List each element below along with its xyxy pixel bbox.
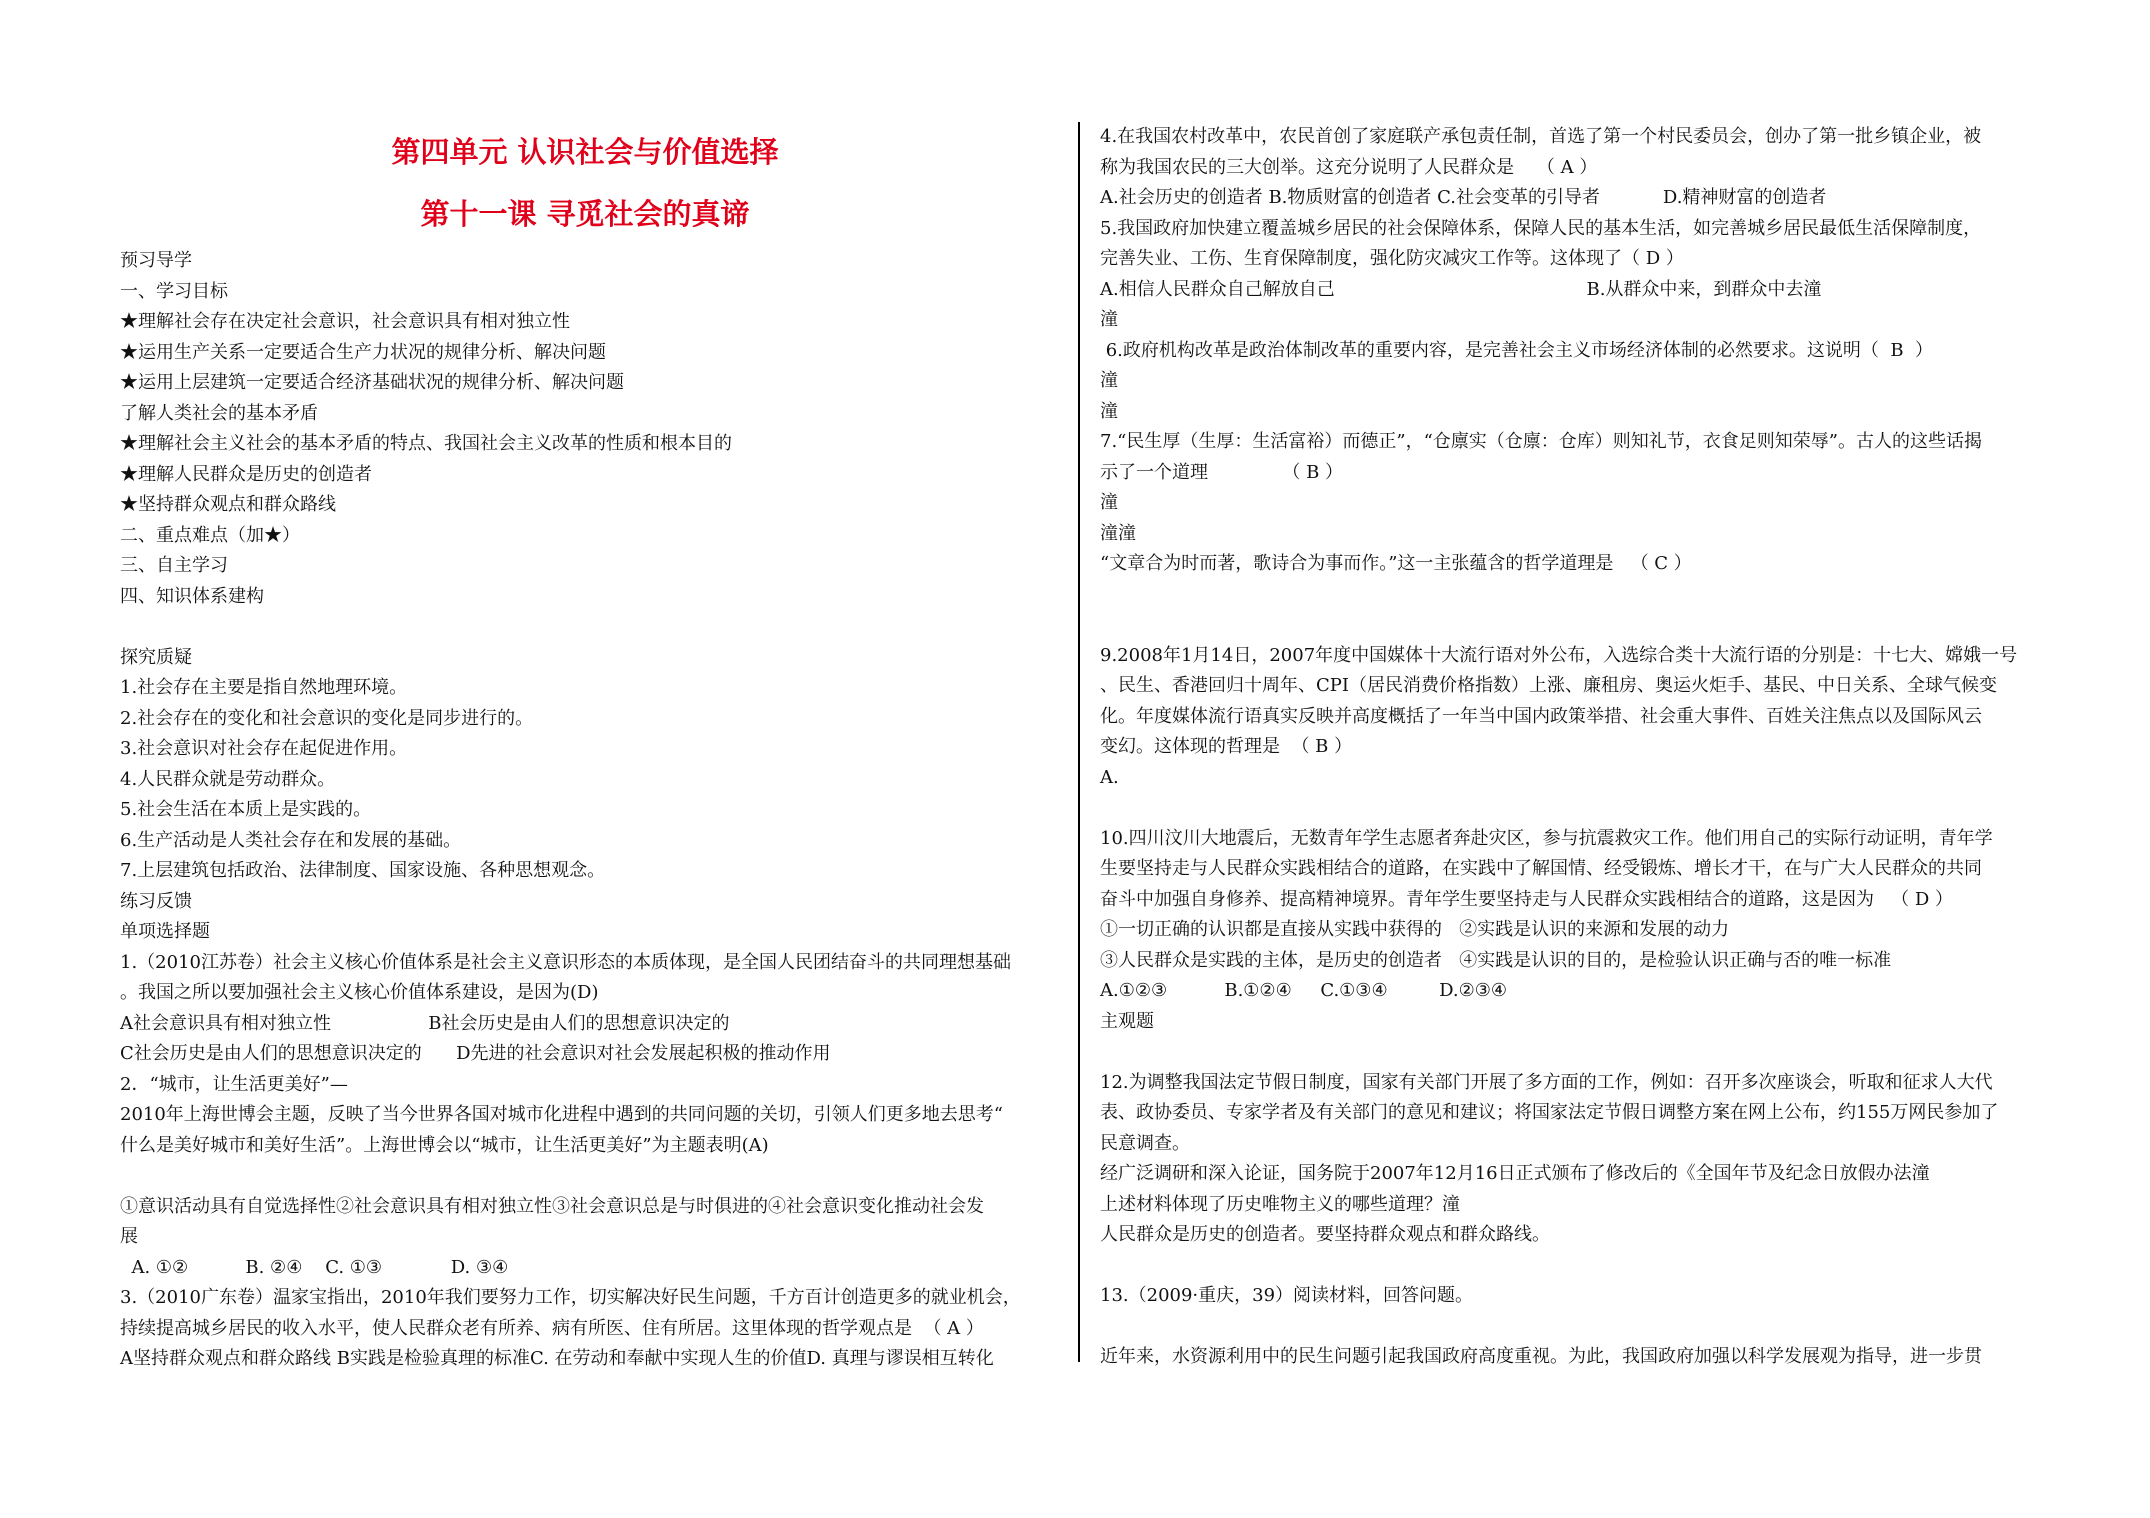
text-line: 5.我国政府加快建立覆盖城乡居民的社会保障体系，保障人民的基本生活，如完善城乡居民最低生活保障制度，	[1100, 217, 1982, 239]
blank-line	[120, 612, 1050, 643]
text-line: 化。年度媒体流行语真实反映并高度概括了一年当中国内政策举措、社会重大事件、百姓关注焦点以及国际风云	[1100, 705, 1982, 727]
text-line: 奋斗中加强自身修养、提高精神境界。青年学生要坚持走与人民群众实践相结合的道路，这是因为 （ D ）	[1100, 888, 1954, 910]
text-line: 12.为调整我国法定节假日制度，国家有关部门开展了多方面的工作，例如：召开多次座谈会，听取和征求人大代	[1100, 1071, 1993, 1093]
left-column	[120, 122, 1050, 1375]
right-column	[1100, 122, 2040, 1373]
text-line: 民意调查。	[1100, 1132, 1190, 1154]
text-line: 练习反馈	[120, 890, 192, 912]
text-line: A. ①② B. ②④ C. ①③ D. ③④	[120, 1256, 509, 1278]
text-line: 展	[120, 1226, 138, 1247]
text-line: 1.社会存在主要是指自然地理环境。	[120, 677, 408, 698]
text-line: A社会意识具有相对独立性 B社会历史是由人们的思想意识决定的	[120, 1012, 730, 1034]
text-line: 主观题	[1100, 1010, 1154, 1032]
text-line: ①意识活动具有自觉选择性②社会意识具有相对独立性③社会意识总是与时俱进的④社会意识变化推动社会发	[120, 1195, 984, 1217]
lesson-title: 第十一课 寻觅社会的真谛	[420, 197, 750, 231]
text-line: ★理解人民群众是历史的创造者	[120, 463, 372, 485]
text-line: 7.上层建筑包括政治、法律制度、国家设施、各种思想观念。	[120, 860, 606, 881]
text-line: 5.社会生活在本质上是实践的。	[120, 799, 372, 820]
text-line: ★理解社会存在决定社会意识，社会意识具有相对独立性	[120, 311, 570, 332]
text-line: 生要坚持走与人民群众实践相结合的道路，在实践中了解国情、经受锻炼、增长才干，在与广大人民群众的共同	[1100, 858, 1982, 879]
text-line: 近年来，水资源利用中的民生问题引起我国政府高度重视。为此，我国政府加强以科学发展观为指导，进一步贯	[1100, 1346, 1982, 1367]
text-line: 什么是美好城市和美好生活”。上海世博会以“城市，让生活更美好”为主题表明(A)	[120, 1134, 769, 1156]
text-line: A.①②③ B.①②④ C.①③④ D.②③④	[1100, 980, 1507, 1001]
text-line: 人民群众是历史的创造者。要坚持群众观点和群众路线。	[1100, 1224, 1550, 1245]
text-line: 了解人类社会的基本矛盾	[120, 402, 318, 424]
text-line: 完善失业、工伤、生育保障制度，强化防灾减灾工作等。这体现了（ D ）	[1100, 248, 1684, 269]
text-line: “文章合为时而著，歌诗合为事而作。”这一主张蕴含的哲学道理是 （ C ）	[1100, 553, 1692, 574]
text-line: 潼	[1100, 370, 1118, 391]
text-line: 3.（2010广东卷）温家宝指出，2010年我们要努力工作，切实解决好民生问题，千方百计创造更多的就业机会，	[120, 1287, 1021, 1308]
blank-line	[1100, 1251, 2040, 1282]
text-line: 2010年上海世博会主题，反映了当今世界各国对城市化进程中遇到的共同问题的关切，引领人们更多地去思考“	[120, 1104, 1004, 1125]
blank-line	[1100, 1037, 2040, 1068]
text-line: A.	[1100, 766, 1119, 788]
text-line: 变幻。这体现的哲理是 （ B ）	[1100, 736, 1353, 757]
text-line: 称为我国农民的三大创举。这充分说明了人民群众是 （ A ）	[1100, 156, 1598, 178]
text-line: 单项选择题	[120, 921, 210, 942]
right-column-body	[1100, 122, 2040, 1373]
column-divider	[1078, 122, 1080, 1362]
blank-line	[1100, 580, 2040, 611]
text-line: 四、知识体系建构	[120, 585, 264, 607]
text-line: 一、学习目标	[120, 280, 228, 302]
blank-line	[120, 1161, 1050, 1192]
text-line: 2.社会存在的变化和社会意识的变化是同步进行的。	[120, 707, 534, 729]
text-line: 1.（2010江苏卷）社会主义核心价值体系是社会主义意识形态的本质体现，是全国人民团结奋斗的共同理想基础	[120, 951, 1011, 973]
text-line: 潼	[1100, 492, 1118, 513]
text-line: 潼潼	[1100, 522, 1136, 544]
text-line: ①一切正确的认识都是直接从实践中获得的 ②实践是认识的来源和发展的动力	[1100, 919, 1730, 940]
unit-title: 第四单元 认识社会与价值选择	[391, 135, 779, 169]
text-line: ③人民群众是实践的主体，是历史的创造者 ④实践是认识的目的，是检验认识正确与否的唯一标准	[1100, 949, 1892, 971]
text-line: 上述材料体现了历史唯物主义的哪些道理？潼	[1100, 1193, 1460, 1215]
text-line: 4.在我国农村改革中，农民首创了家庭联产承包责任制，首选了第一个村民委员会，创办了第一批乡镇企业，被	[1100, 126, 1982, 147]
blank-line	[1100, 1312, 2040, 1343]
text-line: 9.2008年1月14日，2007年度中国媒体十大流行语对外公布，入选综合类十大流行语的分别是：十七大、嫦娥一号	[1100, 644, 2018, 666]
text-line: 3.社会意识对社会存在起促进作用。	[120, 738, 408, 759]
text-line: 二、重点难点（加★）	[120, 524, 300, 546]
text-line: 预习导学	[120, 250, 192, 271]
text-line: 持续提高城乡居民的收入水平，使人民群众老有所养、病有所医、住有所居。这里体现的哲学观点是 （ A ）	[120, 1317, 984, 1339]
text-line: 13.（2009·重庆，39）阅读材料，回答问题。	[1100, 1285, 1474, 1306]
text-line: 10.四川汶川大地震后，无数青年学生志愿者奔赴灾区，参与抗震救灾工作。他们用自己的实际行动证明，青年学	[1100, 827, 1993, 849]
text-line: 经广泛调研和深入论证，国务院于2007年12月16日正式颁布了修改后的《全国年节及纪念日放假办法潼	[1100, 1163, 1930, 1184]
text-line: 2．“城市，让生活更美好”—	[120, 1073, 348, 1095]
text-line: A坚持群众观点和群众路线 B实践是检验真理的标准C. 在劳动和奉献中实现人生的价值D. 真理与谬误相互转化	[120, 1348, 994, 1369]
text-line: 6.生产活动是人类社会存在和发展的基础。	[120, 829, 462, 851]
text-line: 、民生、香港回归十周年、CPI（居民消费价格指数）上涨、廉租房、奥运火炬手、基民、中日关系、全球气候变	[1100, 675, 1997, 696]
left-column-body	[120, 246, 1050, 1375]
text-line: 示了一个道理 （ B ）	[1100, 461, 1344, 483]
text-line: 7.“民生厚（生厚：生活富裕）而德正”，“仓廪实（仓廪：仓库）则知礼节，衣食足则知荣辱”。古人的这些话揭	[1100, 431, 1982, 452]
blank-line	[1100, 793, 2040, 824]
text-line: 。我国之所以要加强社会主义核心价值体系建设，是因为(D)	[120, 982, 599, 1003]
blank-line	[1100, 610, 2040, 641]
text-line: ★坚持群众观点和群众路线	[120, 494, 336, 515]
text-line: C社会历史是由人们的思想意识决定的 D先进的社会意识对社会发展起积极的推动作用	[120, 1043, 831, 1064]
text-line: 4.人民群众就是劳动群众。	[120, 768, 336, 790]
text-line: 潼	[1100, 400, 1118, 422]
text-line: 6.政府机构改革是政治体制改革的重要内容，是完善社会主义市场经济体制的必然要求。这说明（ B ）	[1100, 339, 1934, 361]
text-line: A.相信人民群众自己解放自己 B.从群众中来，到群众中去潼	[1100, 278, 1822, 300]
text-line: 三、自主学习	[120, 555, 228, 576]
text-line: ★运用上层建筑一定要适合经济基础状况的规律分析、解决问题	[120, 372, 624, 393]
text-line: A.社会历史的创造者 B.物质财富的创造者 C.社会变革的引导者 D.精神财富的创造者	[1100, 187, 1827, 208]
text-line: ★理解社会主义社会的基本矛盾的特点、我国社会主义改革的性质和根本目的	[120, 433, 732, 454]
text-line: 潼	[1100, 309, 1118, 330]
text-line: ★运用生产关系一定要适合生产力状况的规律分析、解决问题	[120, 341, 606, 363]
text-line: 探究质疑	[120, 646, 192, 668]
text-line: 表、政协委员、专家学者及有关部门的意见和建议；将国家法定节假日调整方案在网上公布，约155万网民参加了	[1100, 1102, 1999, 1123]
